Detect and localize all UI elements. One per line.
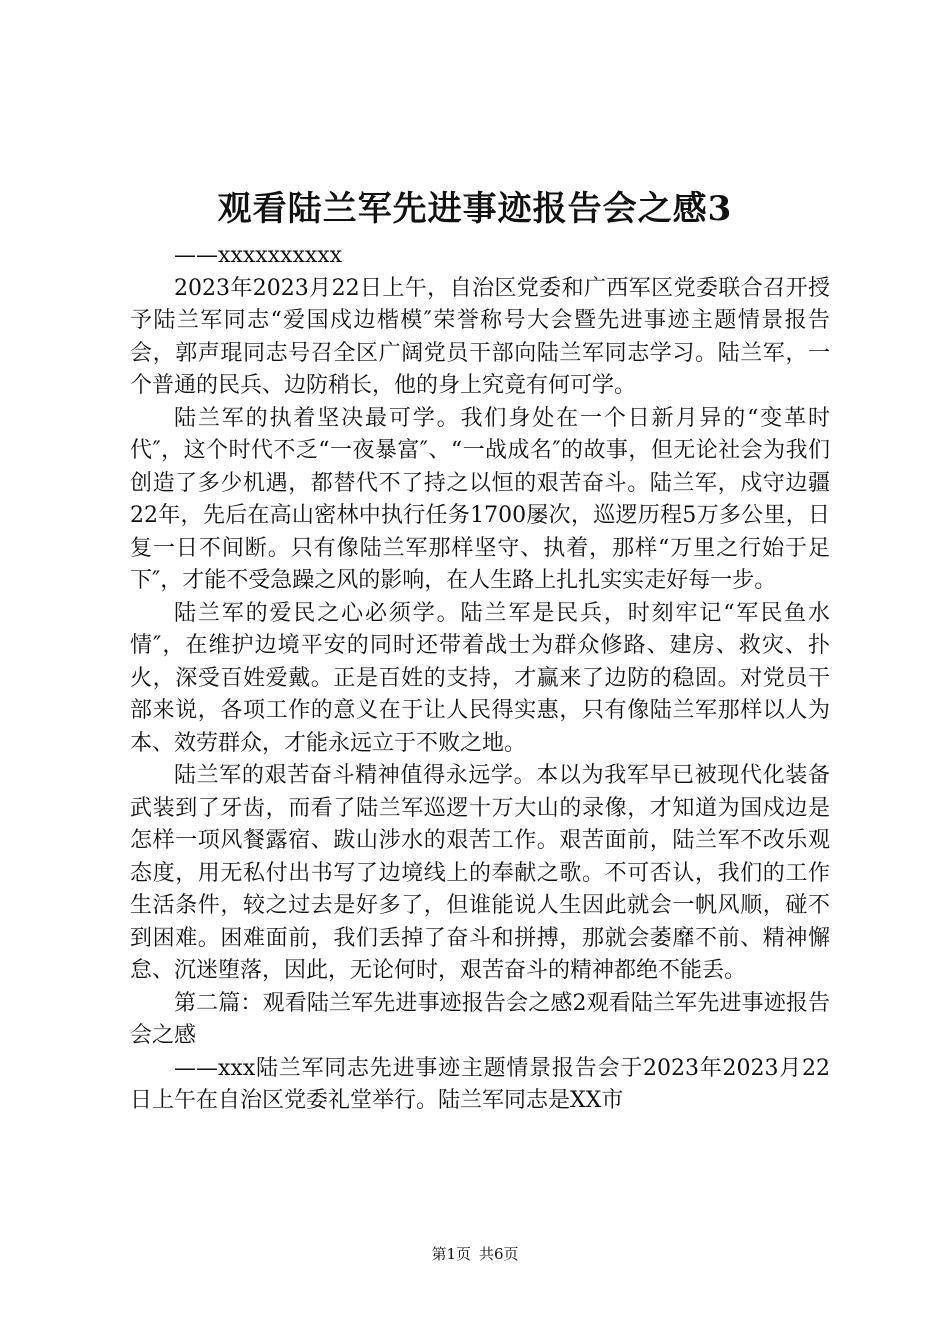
paragraph-intro: 2023年2023月22日上午，自治区党委和广西军区党委联合召开授予陆兰军同志“爱国戍边楷模″荣誉称号大会暨先进事迹主题情景报告会，郭声琨同志号召全区广阔党员干部向陆兰军同志学习。陆兰军，一个普通的民兵、边防稍长，他的身上究竟有何可学。	[130, 275, 830, 398]
page-total: 共6页	[479, 1245, 519, 1263]
paragraph-second-article-heading: 第二篇：观看陆兰军先进事迹报告会之感2观看陆兰军先进事迹报告会之感	[130, 990, 830, 1048]
paragraph-perseverance: 陆兰军的执着坚决最可学。我们身处在一个日新月异的“变革时代″，这个时代不乏“一夜暴富″、“一战成名″的故事，但无论社会为我们创造了多少机遇，都替代不了持之以恒的艰苦奋斗。陆兰军，戍守边疆22年，先后在高山密林中执行任务1700屡次，巡逻历程5万多公里，日复一日不间断。只有像陆兰军那样坚守、执着，那样“万里之行始于足下″，才能不受急躁之风的影响，在人生路上扎扎实实走好每一步。	[130, 405, 830, 593]
paragraph-love-for-people: 陆兰军的爱民之心必须学。陆兰军是民兵，时刻牢记“军民鱼水情″，在维护边境平安的同时还带着战士为群众修路、建房、救灾、扑火，深受百姓爱戴。正是百姓的支持，才赢来了边防的稳固。对党员干部来说，各项工作的意义在于让人民得实惠，只有像陆兰军那样以人为本、效劳群众，才能永远立于不败之地。	[130, 600, 830, 756]
paragraph-hard-work: 陆兰军的艰苦奋斗精神值得永远学。本以为我军早已被现代化装备武装到了牙齿，而看了陆兰军巡逻十万大山的录像，才知道为国戍边是怎样一项风餐露宿、跋山涉水的艰苦工作。艰苦面前，陆兰军不改乐观态度，用无私付出书写了边境线上的奉献之歌。不可否认，我们的工作生活条件，较之过去是好多了，但谁能说人生因此就会一帆风顺，碰不到困难。困难面前，我们丢掉了奋斗和拼搏，那就会萎靡不前、精神懈怠、沉迷堕落，因此，无论何时，艰苦奋斗的精神都绝不能丢。	[130, 763, 830, 983]
byline: ——xxxxxxxxxx	[174, 243, 343, 268]
paragraph-second-article-start: ——xxx陆兰军同志先进事迹主题情景报告会于2023年2023月22日上午在自治区党委礼堂举行。陆兰军同志是XX市	[130, 1055, 830, 1113]
document-title: 观看陆兰军先进事迹报告会之感3	[217, 189, 733, 229]
document-body	[130, 240, 830, 1118]
page-footer	[0, 1244, 950, 1264]
page-number: 第1页	[431, 1245, 471, 1263]
